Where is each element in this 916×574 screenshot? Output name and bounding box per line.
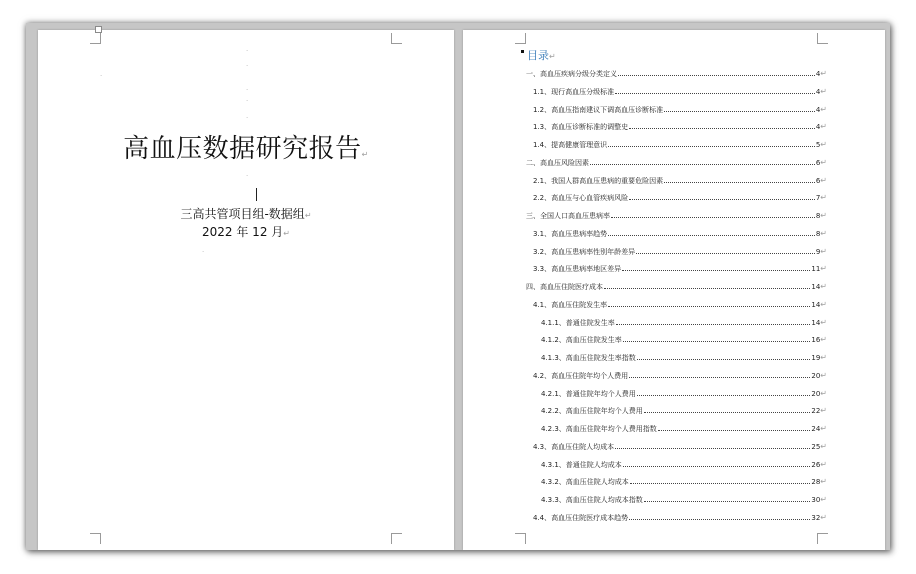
toc-dot-leader (644, 501, 811, 502)
toc-heading-text: 目录 (527, 49, 549, 62)
toc-entry-title: 4.1.2、高血压住院发生率 (541, 336, 622, 345)
toc-entry-page-number: 22 (811, 407, 821, 416)
document-title-text: 高血压数据研究报告 (123, 134, 362, 164)
toc-entry-page-number: 16 (811, 336, 821, 345)
toc-entry-page-number: 9 (815, 247, 821, 256)
return-mark-icon: ↵ (820, 211, 827, 220)
toc-dot-leader (608, 235, 815, 236)
toc-entry-page-number: 32 (811, 513, 821, 522)
toc-entry-title: 3.2、高血压患病率性别年龄差异 (533, 247, 636, 256)
toc-dot-leader (658, 430, 811, 431)
toc-dot-leader (623, 341, 811, 342)
return-mark-icon: ↵ (820, 335, 827, 345)
return-mark-icon: ↵ (820, 264, 827, 274)
paragraph-mark: · (246, 47, 249, 55)
margin-corner-mark (391, 33, 402, 44)
return-mark-icon: ↵ (820, 140, 827, 149)
document-title[interactable] (38, 128, 454, 165)
toc-entry-title: 4.2、高血压住院年均个人费用 (533, 371, 629, 380)
toc-entry-page-number: 25 (811, 442, 821, 451)
toc-entry-page-number: 6 (815, 158, 821, 167)
toc-entry-title: 4.1.1、普通住院发生率 (541, 318, 615, 327)
text-cursor (256, 188, 257, 201)
return-mark-icon: ↵ (820, 86, 827, 96)
list-bullet-icon (521, 50, 524, 53)
toc-entry-title: 2.2、高血压与心血管疾病风险 (533, 194, 629, 203)
margin-corner-mark (817, 33, 828, 44)
toc-entry-page-number: 19 (811, 354, 821, 362)
return-mark-icon: ↵ (820, 353, 827, 362)
toc-entry-page-number: 4 (815, 87, 821, 96)
return-mark-icon: ↵ (820, 299, 827, 309)
toc-entry-title: 4.3.1、普通住院人均成本 (541, 460, 622, 469)
return-mark-icon: ↵ (820, 388, 827, 398)
toc-entry-title: 三、全国人口高血压患病率 (526, 212, 610, 220)
margin-corner-mark (515, 533, 526, 544)
toc-dot-leader (604, 288, 810, 289)
return-mark-icon: ↵ (820, 228, 827, 238)
return-mark-icon: ↵ (820, 193, 827, 203)
return-mark-icon: ↵ (820, 459, 827, 469)
toc-entry-title: 4.2.2、高血压住院年均个人费用 (541, 407, 643, 416)
paragraph-mark: · (246, 86, 249, 94)
toc-entry-title: 1.3、高血压诊断标准的调整史 (533, 123, 629, 132)
toc-entry[interactable] (541, 334, 827, 344)
toc-entry-page-number: 20 (811, 389, 821, 398)
toc-entry[interactable] (526, 210, 827, 220)
toc-entry-page-number: 20 (811, 371, 821, 380)
toc-entry-page-number: 6 (815, 176, 821, 185)
toc-heading[interactable] (527, 47, 556, 63)
toc-entry-title: 1.1、现行高血压分级标准 (533, 87, 615, 96)
toc-dot-leader (622, 270, 810, 271)
margin-corner-mark (90, 533, 101, 544)
return-mark-icon: ↵ (549, 52, 556, 61)
toc-dot-leader (637, 395, 811, 396)
toc-dot-leader (623, 466, 811, 467)
toc-entry-page-number: 4 (815, 70, 821, 78)
toc-entry-page-number: 30 (811, 496, 821, 504)
toc-entry-page-number: 5 (815, 141, 821, 149)
toc-entry-title: 2.1、我国人群高血压患病的重要危险因素 (533, 176, 664, 185)
toc-entry[interactable] (541, 352, 827, 362)
return-mark-icon: ↵ (820, 157, 827, 167)
toc-entry[interactable] (533, 86, 827, 96)
toc-entry-title: 4.3.3、高血压住院人均成本指数 (541, 496, 643, 504)
document-date-text: 2022 年 12 月 (202, 225, 284, 239)
toc-dot-leader (630, 483, 811, 484)
toc-entry-title: 4.2.1、普通住院年均个人费用 (541, 389, 636, 398)
toc-dot-leader (629, 519, 810, 520)
toc-entry[interactable] (533, 228, 827, 238)
toc-entry[interactable] (533, 512, 827, 522)
toc-entry[interactable] (533, 263, 827, 273)
toc-entry-page-number: 14 (811, 300, 821, 309)
return-mark-icon: ↵ (820, 282, 827, 291)
cover-page (38, 30, 454, 550)
toc-entry-title: 3.3、高血压患病率地区差异 (533, 265, 622, 274)
toc-entry[interactable] (533, 192, 827, 202)
return-mark-icon: ↵ (820, 512, 827, 522)
toc-entry-page-number: 11 (811, 265, 821, 274)
toc-dot-leader (618, 75, 815, 76)
resize-handle[interactable] (95, 26, 102, 33)
toc-dot-leader (664, 111, 815, 112)
toc-entry-page-number: 24 (811, 425, 821, 433)
toc-entry[interactable] (533, 441, 827, 451)
return-mark-icon: ↵ (820, 175, 827, 185)
toc-entry-title: 1.2、高血压指南建议下调高血压诊断标准 (533, 105, 664, 114)
toc-entry-title: 4.3、高血压住院人均成本 (533, 442, 615, 451)
toc-entry-title: 四、高血压住院医疗成本 (526, 283, 603, 291)
return-mark-icon: ↵ (820, 122, 827, 132)
toc-entry-title: 4.3.2、高血压住院人均成本 (541, 478, 629, 487)
return-mark-icon: ↵ (283, 229, 290, 238)
toc-entry-title: 4.2.3、高血压住院年均个人费用指数 (541, 425, 657, 433)
toc-entry-page-number: 7 (815, 194, 821, 203)
toc-entry-title: 4.1、高血压住院发生率 (533, 300, 608, 309)
toc-entry-title: 3.1、高血压患病率趋势 (533, 229, 608, 238)
toc-dot-leader (636, 253, 815, 254)
toc-entry[interactable] (541, 388, 827, 398)
toc-entry-page-number: 8 (815, 229, 821, 238)
margin-corner-mark (817, 533, 828, 544)
return-mark-icon: ↵ (820, 424, 827, 433)
toc-dot-leader (615, 448, 810, 449)
toc-entry-title: 4.4、高血压住院医疗成本趋势 (533, 513, 629, 522)
toc-entry[interactable] (526, 157, 827, 167)
toc-entry-title: 一、高血压疾病分级分类定义 (526, 70, 617, 78)
margin-corner-mark (391, 533, 402, 544)
toc-entry-page-number: 4 (815, 123, 821, 132)
toc-entry[interactable] (541, 405, 827, 415)
document-viewer (26, 23, 890, 550)
paragraph-mark: · (100, 72, 103, 80)
toc-dot-leader (608, 306, 810, 307)
toc-entry[interactable] (533, 139, 827, 149)
toc-entry[interactable] (533, 104, 827, 114)
toc-entry-page-number: 4 (815, 105, 821, 114)
paragraph-mark: · (246, 172, 249, 180)
toc-entry-title: 1.4、提高健康管理意识 (533, 141, 608, 149)
toc-dot-leader (616, 324, 811, 325)
return-mark-icon: ↵ (820, 370, 827, 380)
toc-dot-leader (608, 146, 815, 147)
return-mark-icon: ↵ (304, 211, 312, 220)
toc-dot-leader (644, 412, 811, 413)
paragraph-mark: · (202, 248, 205, 256)
toc-entry[interactable] (533, 299, 827, 309)
toc-dot-leader (629, 199, 815, 200)
paragraph-mark: · (246, 97, 249, 105)
toc-entry[interactable] (541, 494, 827, 504)
toc-entry[interactable] (533, 370, 827, 380)
return-mark-icon: ↵ (820, 317, 827, 327)
document-subtitle-text: 三高共管项目组-数据组 (180, 207, 305, 221)
return-mark-icon: ↵ (820, 104, 827, 114)
paragraph-mark: · (246, 62, 249, 70)
return-mark-icon: ↵ (820, 406, 827, 416)
toc-entry[interactable] (541, 317, 827, 327)
toc-entry-title: 4.1.3、高血压住院发生率指数 (541, 354, 636, 362)
margin-corner-mark (515, 33, 526, 44)
return-mark-icon: ↵ (820, 441, 827, 451)
toc-entry-page-number: 14 (811, 283, 821, 291)
toc-entry-title: 二、高血压风险因素 (526, 158, 589, 167)
toc-entry-page-number: 26 (811, 460, 821, 469)
paragraph-mark: · (246, 114, 249, 122)
margin-corner-mark (90, 33, 101, 44)
return-mark-icon: ↵ (820, 477, 827, 487)
return-mark-icon: ↵ (820, 246, 827, 256)
toc-page (463, 30, 885, 550)
document-date[interactable] (38, 223, 454, 240)
toc-entry-page-number: 14 (811, 318, 821, 327)
toc-entry[interactable] (526, 281, 827, 291)
return-mark-icon: ↵ (820, 495, 827, 504)
toc-entry[interactable] (541, 476, 827, 486)
toc-entry[interactable] (533, 175, 827, 185)
toc-entry[interactable] (533, 246, 827, 256)
toc-entry[interactable] (533, 121, 827, 131)
toc-dot-leader (611, 217, 815, 218)
toc-dot-leader (629, 128, 815, 129)
toc-dot-leader (629, 377, 810, 378)
return-mark-icon: ↵ (361, 150, 369, 159)
toc-dot-leader (590, 164, 815, 165)
toc-dot-leader (615, 93, 815, 94)
toc-entry-page-number: 28 (811, 478, 821, 487)
toc-entry[interactable] (541, 423, 827, 433)
toc-entry-page-number: 8 (815, 212, 821, 220)
toc-entry[interactable] (541, 459, 827, 469)
toc-dot-leader (664, 182, 815, 183)
document-subtitle[interactable] (38, 205, 454, 222)
return-mark-icon: ↵ (820, 69, 827, 78)
toc-dot-leader (637, 359, 811, 360)
toc-entry[interactable] (526, 68, 827, 78)
